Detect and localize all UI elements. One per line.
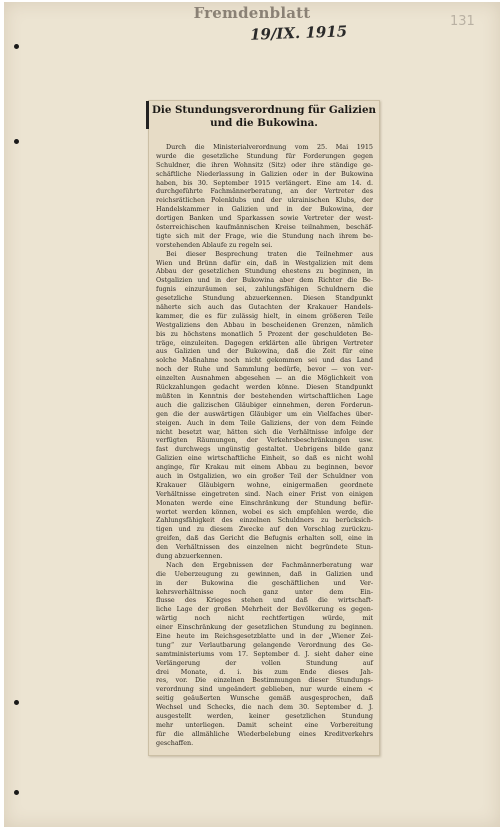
article-line: Wien und Brünn dafür ein, daß in Westgalizien mit dem [156,258,373,267]
article-line: tigte sich mit der Frage, wie die Stundung nach ihrem be- [156,231,373,240]
article-line: res, vor. Die einzelnen Bestimmungen dieser Stundungs- [156,676,373,685]
article-line: Nach den Ergebnissen der Fachmännerberatung war [166,560,373,569]
article-line: Verlängerung der vollen Stundung auf [156,658,373,667]
punch-hole-top [14,44,19,49]
article-line: ausgestellt werden, keiner gesetzlichen Stundung [156,712,373,720]
article-line: näherte sich auch das Gutachten der Krakauer Handels- [156,303,373,312]
punch-hole-bottom [14,790,19,795]
article-line: liche Lage der großen Mehrheit der Bevölkerung es gegen- [156,605,373,614]
article-line: fast durchwegs ungünstig gestaltet. Uebrigens bilde ganz [156,445,373,454]
article-line: Wechsel und Schecks, die nach dem 30. September d. J. [156,703,373,712]
article-line: Zahlungsfähigkeit des einzelnen Schuldners zu berücksich- [156,516,373,525]
article-line: samtministeriums vom 17. September d. J. sieht daher eine [156,649,373,658]
article-line: Eine heute im Reichsgesetzblatte und in der „Wiener Zei- [156,631,373,640]
article-line: reichsrätlichen Polenklubs und der ukrainischen Klubs, der [156,196,373,205]
article-line: Krakauer Gläubigern wohne, einigermaßen geordnete [156,480,373,489]
article-line: dortigen Banken und Sparkassen sowie Vertreter der west- [156,214,373,223]
article-line: träge, einzuleiten. Dagegen erklärten alle übrigen Vertreter [156,338,373,347]
article-line: auch die galizischen Gläubiger einnehmen, deren Forderun- [156,400,373,409]
article-line: bis zu höchstens monatlich 5 Prozent der geschuldeten Be- [156,329,373,338]
article-line: verfügten Räumungen, der Verkehrsbeschränkungen usw. [156,436,373,445]
article-line: Westgaliziens den Abbau in bescheidenen Grenzen, nämlich [156,320,373,329]
newspaper-clipping [148,100,380,756]
article-line: einer Einschränkung der gesetzlichen Stundung zu beginnen. [156,623,373,632]
article-line: vorstehenden Ablaufe zu regeln sei. [156,240,273,249]
article-line: die Ueberzeugung zu gewinnen, daß in Galizien und [156,569,373,578]
headline-line: Die Stundungsverordnung für Galizien [151,104,377,116]
article-line: aus Galizien und der Bukowina, daß die Zeit für eine [156,347,373,356]
article-line: dung abzuerkennen. [156,551,223,560]
headline-line: und die Bukowina. [210,117,318,129]
article-line: anginge, für Krakau mit einem Abbau zu beginnen, bevor [156,463,373,472]
article-line: den Verhältnissen des einzelnen nicht begründete Stun- [156,543,373,552]
article-line: Bei dieser Besprechung traten die Teilnehmer aus [166,249,373,258]
article-line: wortet werden können, wobei es sich empfehlen werde, die [156,507,373,516]
article-line: geschaffen. [156,738,194,747]
article-line: steigen. Auch in dem Teile Galiziens, der von dem Feinde [156,418,373,427]
article-body [156,143,373,748]
article-line: drei Monate, d. i. bis zum Ende dieses Jah- [156,667,373,676]
article-line: greifen, daß das Gericht die Befugnis erhalten soll, eine in [156,534,373,543]
article-line: haben, bis 30. September 1915 verlängert. Eine am 14. d. [156,178,373,187]
article-line: einzelten Ausnahmen abgesehen — an die Möglichkeit von [156,374,373,383]
article-line: durchgeführte Fachmännerberatung, an der Vertreter des [156,187,373,196]
article-line: fugnis einzuräumen sei, zahlungsfähigen Schuldnern die [156,285,373,294]
article-line: verordnung sind ungeändert geblieben, nur wurde einem ≺ [156,685,373,694]
article-line: flusse des Krieges stehen und daß die wirtschaft- [156,596,373,605]
article-line: Galizien eine wirtschaftliche Einheit, so daß es nicht wohl [156,454,373,463]
article-line: noch der Ruhe und Sammlung bedürfe, bevor — von ver- [156,365,373,374]
article-headline [149,104,379,130]
handwritten-date: 19/IX. 1915 [249,22,348,44]
article-line: müßten in Kenntnis der bestehenden wirtschaftlichen Lage [156,391,373,400]
article-line: Ostgalizien und in der Bukowina aber dem Richter die Be- [156,276,373,285]
article-line: gesetzliche Stundung abzuerkennen. Diesen Standpunkt [156,294,373,303]
article-line: Verhältnisse eingetreten sind. Nach einer Frist von einigen [156,489,373,498]
article-line: schäftliche Niederlassung in Galizien oder in der Bukowina [156,169,373,178]
source-stamp: Fremdenblatt [193,4,311,22]
article-line: gen die der auswärtigen Gläubiger um ein Vielfaches über- [156,409,373,418]
punch-hole-upper [14,139,19,144]
article-line: tigen und zu diesem Zwecke auf den Vorschlag zurückzu- [156,525,373,534]
article-line: kammer, die es für zulässig hielt, in einem größeren Teile [156,311,373,320]
article-line: Durch die Ministerialverordnung vom 25. Mai 1915 [166,143,373,151]
article-line: Monaten werde eine Einschränkung der Stundung befür- [156,498,373,507]
article-line: kehrsverhältnisse noch ganz unter dem Ein- [156,587,373,596]
article-line: tung“ zur Verlautbarung gelangende Verordnung des Ge- [156,640,373,649]
article-line: nicht besetzt war, hätten sich die Verhältnisse infolge der [156,427,373,436]
article-line: für die allmähliche Wiederbelebung eines Kreditverkehrs [156,729,373,738]
article-line: in der Bukowina die geschäftlichen und Ver- [156,578,373,587]
article-line: Rückzahlungen gedacht werden könne. Diesen Standpunkt [156,383,373,392]
article-line: solche Maßnahme noch nicht gekommen sei und das Land [156,356,373,365]
article-line: seitig geäußerten Wunsche gemäß ausgesprochen, daß [156,694,373,703]
page-number: 131 [450,14,475,29]
article-line: wärtig noch nicht rechtfertigen würde, mit [156,614,373,623]
article-line: auch in Ostgalizien, wo ein großer Teil der Schuldner von [156,471,373,480]
punch-hole-lower [14,700,19,705]
article-line: mehr unterliegen. Damit scheint eine Vorbereitung [156,720,373,729]
article-line: Schuldner, die ihren Wohnsitz (Sitz) oder ihre ständige ge- [156,160,373,169]
article-line: Abbau der gesetzlichen Stundung ehestens zu beginnen, in [156,267,373,276]
article-line: österreichischen kaufmännischen Kreise teilnahmen, beschäf- [156,223,373,232]
article-line: wurde die gesetzliche Stundung für Forderungen gegen [156,151,373,160]
article-line: Handelskammer in Galizien und in der Bukowina, der [156,205,373,214]
